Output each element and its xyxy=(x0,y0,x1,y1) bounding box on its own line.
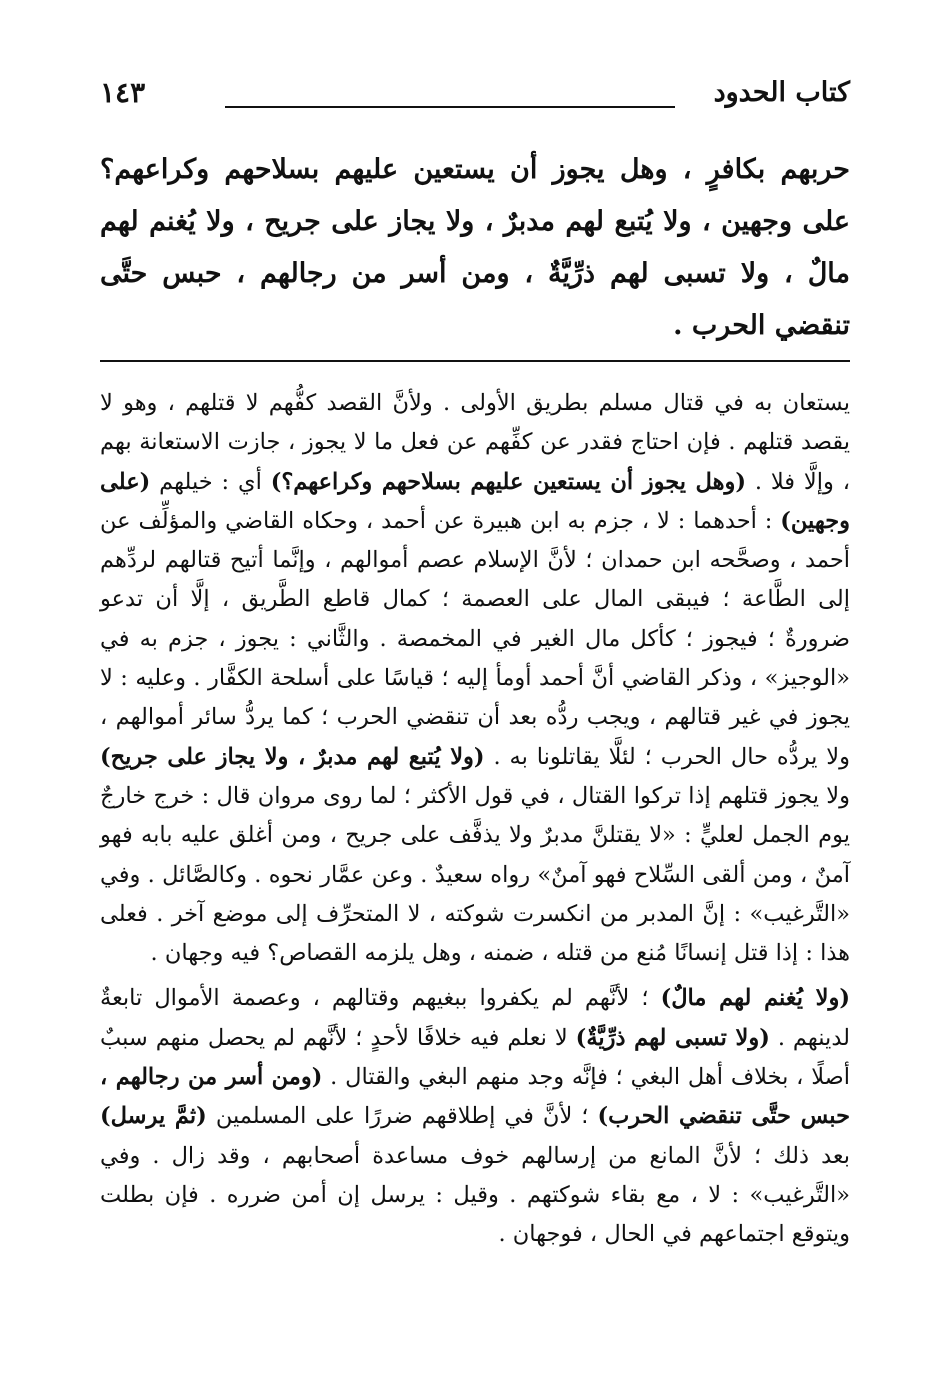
commentary-text: ؛ لأنَّ في إطلاقهم ضررًا على المسلمين xyxy=(206,1103,598,1130)
main-text: حربهم بكافرٍ ، وهل يجوز أن يستعين عليهم بسلاحهم وكراعهم؟ على وجهين ، ولا يُتبع لهم مدبرٌ ، ولا يجاز على جريح ، ولا يُغنم لهم مالٌ ، ولا تسبى لهم ذرِّيَّةٌ ، ومن أسر من رجالهم ، حبس حتَّى تنقضي الحرب . xyxy=(100,154,850,341)
commentary-paragraph xyxy=(100,979,850,1254)
quoted-matn: (وهل يجوز أن يستعين عليهم بسلاحهم وكراعهم؟) xyxy=(270,468,746,495)
book-title: كتاب الحدود xyxy=(713,76,850,108)
commentary-text: ولا يجوز قتلهم إذا تركوا القتال ، في قول الأكثر ؛ لما روى مروان قال : خرج خارجٌ يوم الجمل لعليٍّ : «لا يقتلنَّ مدبرٌ ولا يذفَّف على جريح ، ومن أغلق عليه بابه فهو آمنٌ ، ومن ألقى السِّلاح فهو آمنٌ» رواه سعيدٌ . وعن عمَّار نحوه . وكالصَّائل . وفي «التَّرغيب» : إنَّ المدبر من انكسرت شوكته ، لا المتحرِّف إلى موضع آخر . فعلى هذا : إذا قتل إنسانًا مُنع من قتله ، ضمنه ، وهل يلزمه القصاص؟ فيه وجهان . xyxy=(100,782,850,967)
commentary-text: : أحدهما : لا ، جزم به ابن هبيرة عن أحمد ، وحكاه القاضي والمؤلِّف عن أحمد ، وصحَّحه ابن حمدان ؛ لأنَّ الإسلام عصم أموالهم ، وإنَّما أتيح قتالهم لردِّهم إلى الطَّاعة ؛ فيبقى المال على العصمة ؛ كمال قاطع الطَّريق ، إلَّا أن تدعو ضرورةٌ ؛ فيجوز ؛ كأكل مال الغير في المخمصة . والثَّاني : يجوز ، جزم به في «الوجيز» ، وذكر القاضي أنَّ أحمد أومأ إليه ؛ قياسًا على أسلحة الكفَّار . وعليه : لا يجوز في غير قتالهم ، ويجب ردُّه بعد أن تنقضي الحرب ؛ كما يردُّ سائر أموالهم ، ولا يردُّه حال الحرب ؛ لئلَّا يقاتلونا به . xyxy=(100,507,851,770)
commentary-text: بعد ذلك ؛ لأنَّ المانع من إرسالهم خوف مساعدة أصحابهم ، وقد زال . وفي «التَّرغيب» : لا ، مع بقاء شوكتهم . وقيل : يرسل إن أمن ضرره . فإن بطلت ويتوقع اجتماعهم في الحال ، فوجهان . xyxy=(100,1142,850,1248)
commentary-text: يستعان به في قتال مسلم بطريق الأولى . ولأنَّ القصد كفُّهم لا قتلهم ، وهو لا يقصد قتلهم . فإن احتاج فقدر عن كفِّهم عن فعل ما لا يجوز ، جازت الاستعانة بهم ، وإلَّا فلا . xyxy=(100,390,850,495)
quoted-matn: (ولا يُغنم لهم مالٌ) xyxy=(660,985,851,1012)
commentary-text: ؛ لأنَّهم لم يكفروا ببغيهم وقتالهم ، وعصمة الأموال تابعةٌ لدينهم . xyxy=(100,985,850,1051)
book-page xyxy=(100,70,850,1255)
running-header xyxy=(100,70,850,114)
page-number: ١٤٣ xyxy=(100,75,146,109)
quoted-matn: (ثمَّ يرسل) xyxy=(100,1103,207,1130)
commentary-text: لا نعلم فيه خلافًا لأحدٍ ؛ لأنَّهم لم يحصل منهم سببٌ أصلًا ، بخلاف أهل البغي ؛ فإنَّه وجد منهم البغي والقتال . xyxy=(100,1024,850,1091)
quoted-matn: (ولا يُتبع لهم مدبرٌ ، ولا يجاز على جريح) xyxy=(100,743,485,770)
main-text-rule xyxy=(100,360,850,362)
commentary-paragraph xyxy=(100,384,850,973)
commentary xyxy=(100,384,850,1255)
commentary-text: أي : خيلهم xyxy=(150,468,271,495)
quoted-matn: (ومن أسر من رجالهم ، حبس حتَّى تنقضي الحرب) xyxy=(100,1064,850,1130)
quoted-matn: (على وجهين) xyxy=(100,468,850,534)
header-rule xyxy=(225,106,675,108)
quoted-matn: (ولا تسبى لهم ذرِّيَّةٌ) xyxy=(575,1024,770,1051)
